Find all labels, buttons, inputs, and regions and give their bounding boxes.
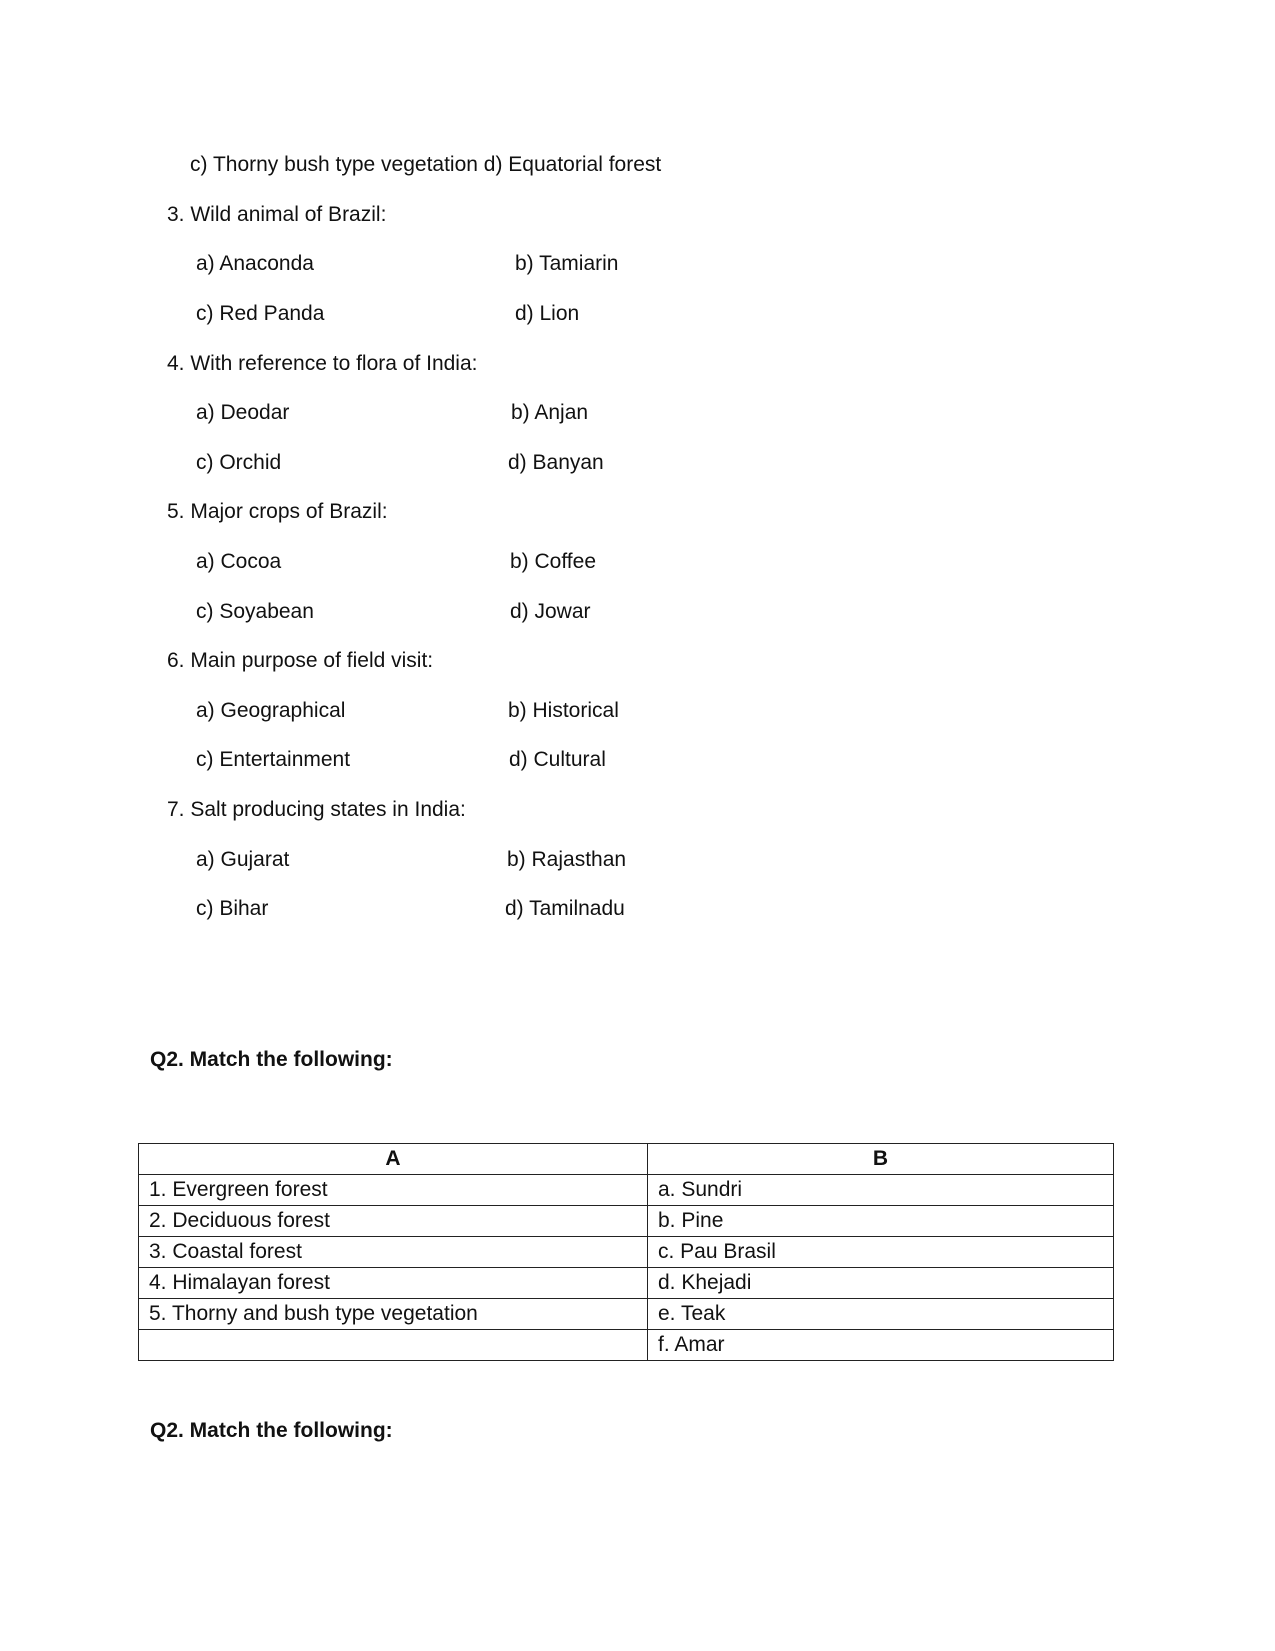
- option: c) Red Panda: [196, 302, 325, 325]
- question-title: 6. Main purpose of field visit:: [167, 649, 434, 672]
- question-title: 7. Salt producing states in India:: [167, 798, 466, 821]
- option: b) Rajasthan: [507, 848, 627, 871]
- option: b) Historical: [508, 699, 619, 722]
- table-row: [139, 1237, 1114, 1268]
- option: c) Soyabean: [196, 600, 314, 623]
- table-row: [139, 1175, 1114, 1206]
- section-heading-2: Q2. Match the following:: [150, 1419, 393, 1442]
- table-row: [139, 1206, 1114, 1237]
- option: b) Anjan: [511, 401, 589, 424]
- option: d) Tamilnadu: [505, 897, 625, 920]
- option: d) Banyan: [508, 451, 604, 474]
- option: b) Coffee: [510, 550, 596, 573]
- column-header-b: B: [648, 1144, 1114, 1175]
- option: a) Deodar: [196, 401, 290, 424]
- option: d) Lion: [515, 302, 580, 325]
- table-cell: a. Sundri: [648, 1175, 1114, 1206]
- table-cell: c. Pau Brasil: [648, 1237, 1114, 1268]
- option: d) Jowar: [510, 600, 591, 623]
- option-line: c) Thorny bush type vegetation d) Equatorial forest: [190, 153, 662, 176]
- table-header-row: [139, 1144, 1114, 1175]
- question-title: 5. Major crops of Brazil:: [167, 500, 388, 523]
- option: c) Orchid: [196, 451, 282, 474]
- table-row: [139, 1268, 1114, 1299]
- column-header-a: A: [139, 1144, 648, 1175]
- table-row: [139, 1299, 1114, 1330]
- option: a) Cocoa: [196, 550, 282, 573]
- table-cell: 5. Thorny and bush type vegetation: [139, 1299, 648, 1330]
- table-cell: 1. Evergreen forest: [139, 1175, 648, 1206]
- table-cell: b. Pine: [648, 1206, 1114, 1237]
- question-title: 3. Wild animal of Brazil:: [167, 203, 387, 226]
- table-cell: 4. Himalayan forest: [139, 1268, 648, 1299]
- option: a) Geographical: [196, 699, 346, 722]
- option: d) Cultural: [509, 748, 606, 771]
- option: a) Gujarat: [196, 848, 290, 871]
- table-cell: e. Teak: [648, 1299, 1114, 1330]
- table-row: [139, 1330, 1114, 1361]
- question-title: 4. With reference to flora of India:: [167, 352, 478, 375]
- section-heading: Q2. Match the following:: [150, 1048, 393, 1071]
- option: c) Bihar: [196, 897, 269, 920]
- table-cell: 2. Deciduous forest: [139, 1206, 648, 1237]
- match-table: [138, 1143, 1114, 1361]
- table-cell: [139, 1330, 648, 1361]
- option: c) Entertainment: [196, 748, 351, 771]
- option: b) Tamiarin: [515, 252, 619, 275]
- table-cell: d. Khejadi: [648, 1268, 1114, 1299]
- table-cell: f. Amar: [648, 1330, 1114, 1361]
- table-cell: 3. Coastal forest: [139, 1237, 648, 1268]
- option: a) Anaconda: [196, 252, 314, 275]
